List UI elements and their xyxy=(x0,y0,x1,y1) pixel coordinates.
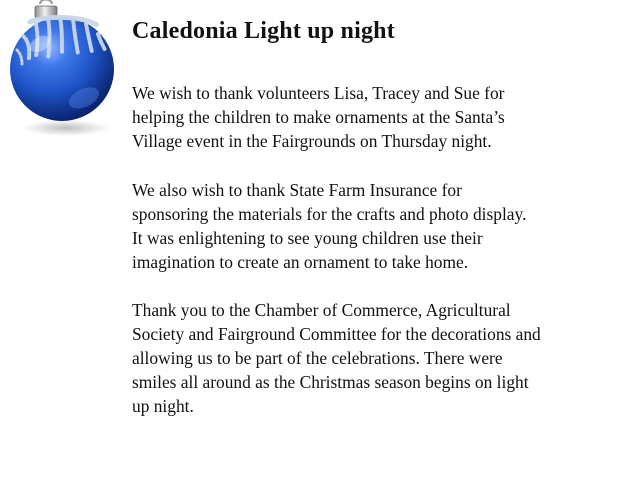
paragraph-line: It was enlightening to see young children use their xyxy=(132,228,483,248)
paragraph-line: Thank you to the Chamber of Commerce, Agricultural xyxy=(132,300,511,320)
christmas-ornament-icon xyxy=(2,0,120,140)
article-title: Caledonia Light up night xyxy=(132,18,395,44)
paragraph-line: imagination to create an ornament to take home. xyxy=(132,252,469,272)
paragraph-thank-chamber xyxy=(132,298,541,418)
paragraph-line: We wish to thank volunteers Lisa, Tracey and Sue for xyxy=(132,83,505,103)
article xyxy=(132,14,632,416)
paragraph-line: We also wish to thank State Farm Insurance for xyxy=(132,180,462,200)
paragraph-line: smiles all around as the Christmas season begins on light xyxy=(132,372,529,392)
paragraph-line: Village event in the Fairgrounds on Thursday night. xyxy=(132,131,492,151)
paragraph-line: allowing us to be part of the celebrations. There were xyxy=(132,348,503,368)
paragraph-thank-sponsor xyxy=(132,178,526,274)
paragraph-line: sponsoring the materials for the crafts and photo display. xyxy=(132,204,527,224)
paragraph-line: Society and Fairground Committee for the decorations and xyxy=(132,324,541,344)
paragraph-thank-volunteers xyxy=(132,81,505,153)
paragraph-line: up night. xyxy=(132,396,194,416)
paragraph-line: helping the children to make ornaments at the Santa’s xyxy=(132,107,505,127)
